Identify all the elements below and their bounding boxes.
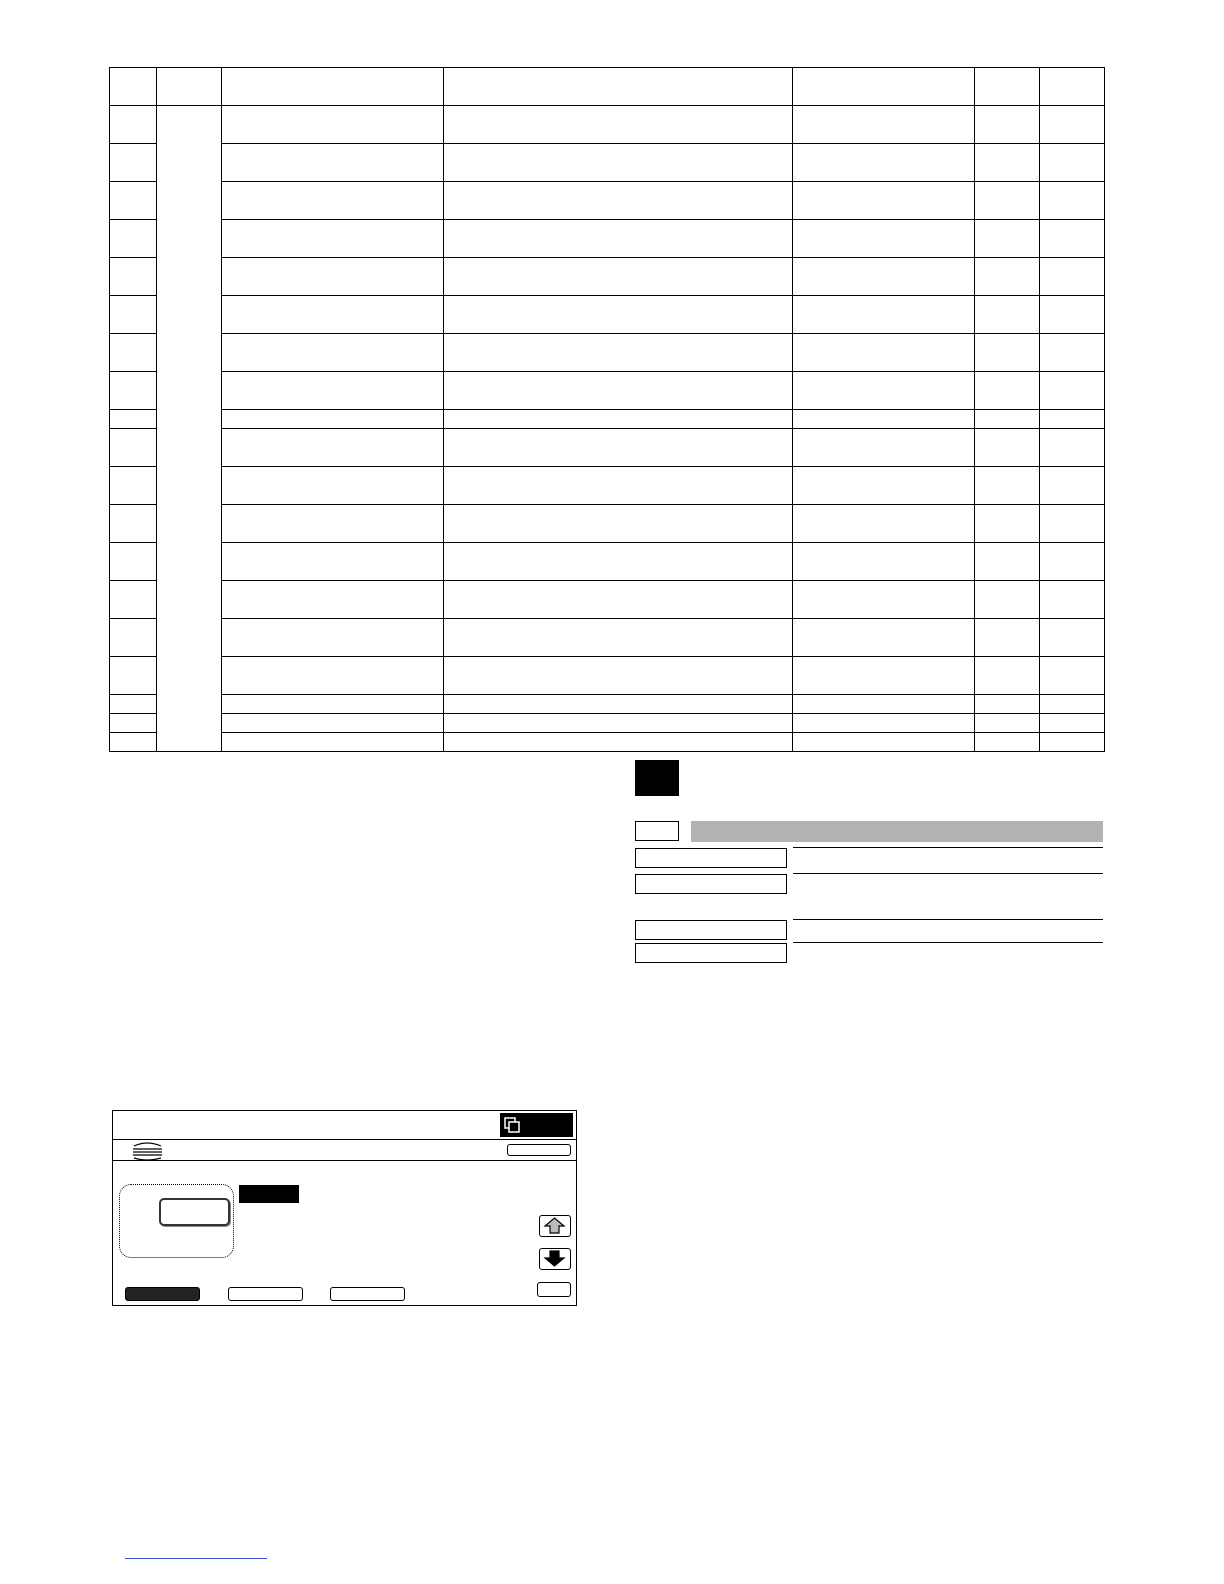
spec-table-body <box>110 68 1105 752</box>
table-row <box>110 657 1105 695</box>
table-cell <box>975 714 1040 733</box>
table-header-cell <box>157 68 222 106</box>
table-cell <box>975 733 1040 752</box>
table-cell <box>110 581 157 619</box>
table-cell <box>110 695 157 714</box>
table-row <box>110 410 1105 429</box>
table-cell <box>975 429 1040 467</box>
table-cell <box>1040 182 1105 220</box>
table-header-cell <box>222 68 444 106</box>
table-row <box>110 619 1105 657</box>
table-cell <box>110 220 157 258</box>
table-row <box>110 733 1105 752</box>
table-cell <box>1040 220 1105 258</box>
header-button[interactable] <box>507 1144 571 1156</box>
table-row <box>110 220 1105 258</box>
table-cell <box>1040 714 1105 733</box>
table-cell <box>975 106 1040 144</box>
table-cell <box>110 467 157 505</box>
field-label-2 <box>635 874 787 894</box>
table-cell <box>110 410 157 429</box>
table-cell <box>444 372 793 410</box>
table-cell <box>110 714 157 733</box>
black-marker <box>635 760 679 796</box>
table-cell <box>975 657 1040 695</box>
table-cell <box>444 581 793 619</box>
table-cell <box>444 543 793 581</box>
table-cell <box>222 733 444 752</box>
menu-lines-icon <box>131 1140 164 1162</box>
scroll-down-button[interactable] <box>539 1248 571 1270</box>
table-row <box>110 695 1105 714</box>
table-cell <box>222 467 444 505</box>
table-cell <box>793 296 975 334</box>
table-cell <box>110 372 157 410</box>
table-header-cell <box>975 68 1040 106</box>
table-cell <box>975 695 1040 714</box>
table-cell <box>444 296 793 334</box>
table-cell <box>110 296 157 334</box>
highlighted-label <box>239 1185 299 1203</box>
table-cell <box>1040 106 1105 144</box>
field-label-4 <box>635 943 787 963</box>
table-cell <box>222 505 444 543</box>
table-cell <box>222 182 444 220</box>
table-cell <box>793 733 975 752</box>
bottom-tab-2[interactable] <box>228 1287 303 1301</box>
panel-header-divider <box>113 1160 576 1161</box>
table-cell <box>793 258 975 296</box>
table-cell <box>222 372 444 410</box>
table-cell <box>110 106 157 144</box>
table-cell <box>975 505 1040 543</box>
table-cell <box>222 106 444 144</box>
table-header-cell <box>110 68 157 106</box>
table-row <box>110 543 1105 581</box>
table-cell <box>110 429 157 467</box>
table-header-cell <box>793 68 975 106</box>
field-value-line-4 <box>793 942 1103 943</box>
bottom-tab-3[interactable] <box>330 1287 405 1301</box>
touch-panel-screen <box>112 1110 577 1306</box>
table-cell <box>793 543 975 581</box>
table-cell <box>110 619 157 657</box>
panel-title-divider <box>113 1139 576 1140</box>
table-cell <box>1040 144 1105 182</box>
selected-option-button[interactable] <box>159 1198 230 1226</box>
table-row <box>110 258 1105 296</box>
spec-table <box>109 67 1105 752</box>
table-cell <box>222 695 444 714</box>
table-cell <box>1040 619 1105 657</box>
table-cell <box>793 505 975 543</box>
table-cell <box>975 410 1040 429</box>
table-cell <box>975 619 1040 657</box>
table-row <box>110 505 1105 543</box>
table-cell <box>1040 258 1105 296</box>
table-cell <box>1040 467 1105 505</box>
table-cell <box>1040 695 1105 714</box>
table-cell <box>444 182 793 220</box>
table-cell <box>110 182 157 220</box>
table-cell <box>110 657 157 695</box>
table-cell <box>444 714 793 733</box>
table-cell <box>222 429 444 467</box>
field-value-line-1 <box>793 847 1103 848</box>
table-row <box>110 296 1105 334</box>
table-row <box>110 467 1105 505</box>
table-cell <box>444 657 793 695</box>
table-cell <box>793 581 975 619</box>
table-cell <box>1040 733 1105 752</box>
table-cell <box>1040 543 1105 581</box>
field-value-line-3 <box>793 919 1103 920</box>
table-cell <box>222 296 444 334</box>
table-cell <box>444 695 793 714</box>
table-cell <box>793 619 975 657</box>
table-cell <box>444 144 793 182</box>
table-header-cell <box>1040 68 1105 106</box>
copy-icon <box>504 1117 520 1133</box>
table-cell <box>793 372 975 410</box>
table-cell <box>444 619 793 657</box>
table-cell <box>222 220 444 258</box>
field-label-1 <box>635 848 787 868</box>
table-cell <box>1040 657 1105 695</box>
table-cell <box>222 258 444 296</box>
table-cell <box>975 182 1040 220</box>
table-cell <box>222 543 444 581</box>
bottom-tab-1[interactable] <box>125 1287 200 1301</box>
table-cell <box>793 429 975 467</box>
table-row <box>110 106 1105 144</box>
table-cell <box>222 657 444 695</box>
table-cell <box>444 106 793 144</box>
table-cell <box>110 505 157 543</box>
table-row <box>110 334 1105 372</box>
table-cell <box>444 429 793 467</box>
table-row <box>110 372 1105 410</box>
footer-link-underline[interactable] <box>125 1558 267 1559</box>
copy-mode-tab[interactable] <box>500 1113 573 1137</box>
table-cell <box>444 733 793 752</box>
table-cell <box>1040 296 1105 334</box>
table-cell <box>793 334 975 372</box>
table-cell <box>110 144 157 182</box>
field-label-3 <box>635 920 787 940</box>
table-row <box>110 182 1105 220</box>
table-cell <box>1040 581 1105 619</box>
table-cell <box>444 258 793 296</box>
table-cell <box>444 220 793 258</box>
table-cell <box>793 695 975 714</box>
table-cell <box>222 144 444 182</box>
table-cell <box>444 505 793 543</box>
table-cell <box>444 467 793 505</box>
ok-button[interactable] <box>537 1282 571 1297</box>
table-cell <box>110 733 157 752</box>
table-header-cell <box>444 68 793 106</box>
table-cell <box>975 144 1040 182</box>
table-group-cell <box>157 106 222 752</box>
table-row <box>110 581 1105 619</box>
table-cell <box>1040 410 1105 429</box>
table-cell <box>793 106 975 144</box>
table-cell <box>222 334 444 372</box>
table-cell <box>1040 334 1105 372</box>
table-cell <box>1040 372 1105 410</box>
section-label-box <box>635 821 679 841</box>
table-cell <box>1040 429 1105 467</box>
table-cell <box>110 334 157 372</box>
table-cell <box>444 410 793 429</box>
table-cell <box>222 410 444 429</box>
table-row <box>110 144 1105 182</box>
field-value-line-2 <box>793 873 1103 874</box>
table-cell <box>1040 505 1105 543</box>
table-header-row <box>110 68 1105 106</box>
table-cell <box>793 144 975 182</box>
scroll-up-button[interactable] <box>539 1215 571 1237</box>
table-cell <box>975 334 1040 372</box>
table-cell <box>975 220 1040 258</box>
table-cell <box>793 714 975 733</box>
table-cell <box>793 467 975 505</box>
table-cell <box>110 258 157 296</box>
table-row <box>110 429 1105 467</box>
table-cell <box>793 410 975 429</box>
down-arrow-icon <box>540 1249 569 1268</box>
table-cell <box>793 182 975 220</box>
up-arrow-icon <box>540 1216 569 1235</box>
table-cell <box>975 467 1040 505</box>
table-cell <box>975 372 1040 410</box>
table-cell <box>444 334 793 372</box>
table-cell <box>975 258 1040 296</box>
table-cell <box>222 619 444 657</box>
table-cell <box>975 543 1040 581</box>
table-row <box>110 714 1105 733</box>
section-header-bar <box>691 821 1103 842</box>
table-cell <box>222 581 444 619</box>
table-cell <box>793 657 975 695</box>
table-cell <box>793 220 975 258</box>
table-cell <box>975 296 1040 334</box>
table-cell <box>222 714 444 733</box>
table-cell <box>975 581 1040 619</box>
table-cell <box>110 543 157 581</box>
